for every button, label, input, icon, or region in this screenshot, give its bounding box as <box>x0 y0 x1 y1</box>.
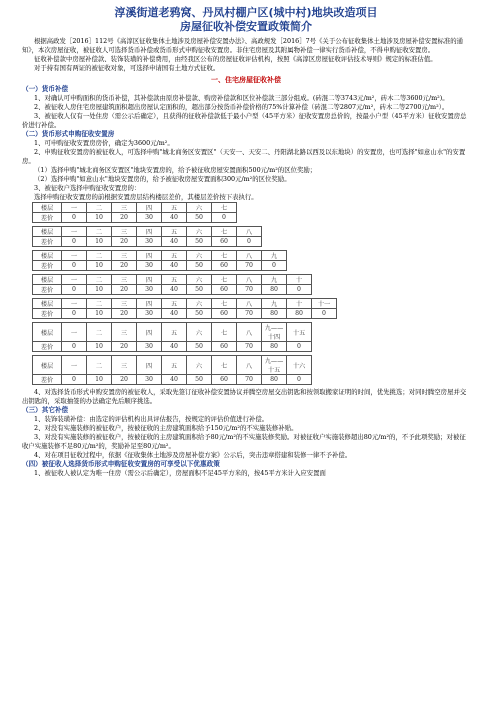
table-cell: 10 <box>87 213 112 223</box>
table-cell: 50 <box>187 375 212 385</box>
price-row <box>33 237 262 247</box>
table-cell: 九——十五 <box>262 356 287 375</box>
table-cell: 50 <box>187 261 212 271</box>
table-cell: 五 <box>162 251 187 261</box>
table-cell: 0 <box>287 342 312 352</box>
floor-price-tables <box>22 202 470 385</box>
table-cell: 九 <box>262 275 287 285</box>
table-cell: 楼层 <box>33 227 62 237</box>
table-cell: 一 <box>62 323 87 342</box>
table-cell: 七 <box>212 356 237 375</box>
subsection-heading: （一）货币补偿 <box>22 85 69 93</box>
floor-price-table <box>32 274 312 295</box>
table-cell: 60 <box>212 285 237 295</box>
floor-row <box>33 203 237 213</box>
table-cell: 二 <box>87 323 112 342</box>
table-cell: 二 <box>87 203 112 213</box>
table-cell: 差价 <box>33 342 62 352</box>
table-cell: 50 <box>187 342 212 352</box>
table-cell: 八 <box>237 275 262 285</box>
price-row <box>33 285 312 295</box>
table-cell: 80 <box>287 309 312 319</box>
table-cell: 10 <box>87 285 112 295</box>
table-cell: 40 <box>162 342 187 352</box>
table-cell: 六 <box>187 227 212 237</box>
list-item: 1、对确认可申购面积的货币补偿，其补偿款由原房补偿款、购房补偿款和区位补偿款三部分组成。(砖混二等3743元/m²，砖木二等3600元/m²)。 <box>34 94 449 102</box>
table-cell: 10 <box>87 375 112 385</box>
floor-price-table <box>32 322 312 352</box>
table-cell: 20 <box>112 213 137 223</box>
table-cell: 差价 <box>33 213 62 223</box>
price-row <box>33 342 312 352</box>
table-cell: 八 <box>237 227 262 237</box>
floor-row <box>33 356 312 375</box>
table-cell: 0 <box>62 309 87 319</box>
table-cell: 十 <box>287 299 312 309</box>
table-cell: 0 <box>62 375 87 385</box>
section-heading: 一、住宅房屋征收补偿 <box>211 76 281 84</box>
intro-paragraph: 征收补偿款中房屋补偿款、装饰装璜的补偿费用，由经我区公布的房屋征收评估机构，按照《高淳区房屋征收评估技术导则》规定的标准估值。 <box>34 55 437 63</box>
table-cell: 0 <box>62 237 87 247</box>
table-cell: 一 <box>62 275 87 285</box>
table-cell: 五 <box>162 299 187 309</box>
table-cell: 30 <box>137 285 162 295</box>
table-cell: 二 <box>87 251 112 261</box>
table-cell: 60 <box>212 342 237 352</box>
table-cell: 九 <box>262 251 287 261</box>
table-cell: 一 <box>62 251 87 261</box>
table-cell: 30 <box>137 375 162 385</box>
table-cell: 四 <box>137 227 162 237</box>
table-cell: 20 <box>112 237 137 247</box>
table-cell: 0 <box>312 309 337 319</box>
table-cell: 50 <box>187 309 212 319</box>
table-cell: 十一 <box>312 299 337 309</box>
table-cell: 40 <box>162 309 187 319</box>
table-cell: 二 <box>87 299 112 309</box>
table-cell: 20 <box>112 285 137 295</box>
table-cell: 0 <box>62 261 87 271</box>
table-cell: 50 <box>187 237 212 247</box>
table-cell: 四 <box>137 251 162 261</box>
table-cell: 七 <box>212 227 237 237</box>
table-cell: 八 <box>237 323 262 342</box>
table-cell: 九 <box>262 299 287 309</box>
table-cell: 30 <box>137 342 162 352</box>
price-row <box>33 213 237 223</box>
table-cell: 60 <box>212 375 237 385</box>
table-cell: 五 <box>162 227 187 237</box>
table-cell: 楼层 <box>33 203 62 213</box>
table-cell: 70 <box>237 285 262 295</box>
list-item: 选择申购征收安置房的前根据安置房层结构楼层差价，其楼层差价按下表执行。 <box>34 193 258 201</box>
table-cell: 三 <box>112 251 137 261</box>
table-cell: 楼层 <box>33 299 62 309</box>
table-cell: 60 <box>212 261 237 271</box>
subsection-heading: （三）其它补偿 <box>22 406 69 414</box>
floor-price-table <box>32 250 287 271</box>
price-row <box>33 375 312 385</box>
table-cell: 差价 <box>33 375 62 385</box>
table-cell: 一 <box>62 203 87 213</box>
table-cell: 四 <box>137 275 162 285</box>
list-item: 4、对在项目征收过程中，依据《征收集体土地涉及房屋补偿方案》公示后，突击违章搭建和装修一律不予补偿。 <box>34 451 352 459</box>
table-cell: 三 <box>112 275 137 285</box>
list-item: （2）选择申购"如意山水"地块安置房的，给予被征收房屋安置面积300元/m²的区位奖励。 <box>34 175 291 183</box>
table-cell: 0 <box>287 285 312 295</box>
price-row <box>33 309 337 319</box>
table-cell: 十 <box>287 275 312 285</box>
title-line-2: 房屋征收补偿安置政策简介 <box>180 20 312 33</box>
table-cell: 六 <box>187 251 212 261</box>
table-cell: 30 <box>137 213 162 223</box>
table-cell: 三 <box>112 227 137 237</box>
table-cell: 差价 <box>33 285 62 295</box>
table-cell: 80 <box>262 309 287 319</box>
table-cell: 三 <box>112 356 137 375</box>
floor-price-table <box>32 226 262 247</box>
table-cell: 30 <box>137 261 162 271</box>
list-item: （1）选择申购"城北商务区安置区"地块安置房的，给予被征收房屋安置面积500元/m²的区位奖励； <box>34 166 317 174</box>
floor-row <box>33 227 262 237</box>
table-cell: 80 <box>262 285 287 295</box>
table-cell: 四 <box>137 323 162 342</box>
table-cell: 六 <box>187 203 212 213</box>
table-cell: 70 <box>237 261 262 271</box>
table-cell: 十六 <box>287 356 312 375</box>
table-cell: 80 <box>262 342 287 352</box>
table-cell: 20 <box>112 375 137 385</box>
table-cell: 楼层 <box>33 323 62 342</box>
document-title <box>22 6 470 34</box>
table-cell: 70 <box>237 375 262 385</box>
table-cell: 40 <box>162 285 187 295</box>
table-cell: 三 <box>112 299 137 309</box>
table-cell: 0 <box>287 375 312 385</box>
table-cell: 40 <box>162 213 187 223</box>
paragraph: 4、对选择货币形式申购安置房的被征收人，采取先签订征收补偿安置协议并腾空房屋交出钥匙和按领取搬家证明的时间，优先挑选；对同时腾空房屋并交出钥匙的，采取抽签的办法确定先后顺序挑选。 <box>22 388 467 405</box>
table-cell: 七 <box>212 251 237 261</box>
floor-row <box>33 299 337 309</box>
table-cell: 七 <box>212 299 237 309</box>
table-cell: 0 <box>62 213 87 223</box>
table-cell: 七 <box>212 323 237 342</box>
table-cell: 50 <box>187 285 212 295</box>
list-item: 2、被征收人房住宅房屋建筑面积超出房屋认定面积的，超出部分按货币补偿价格的75%计算补偿（砖混二等2807元/m²，砖木二等2700元/m²）。 <box>34 103 449 111</box>
table-cell: 0 <box>262 261 287 271</box>
floor-price-table <box>32 298 337 319</box>
table-cell: 四 <box>137 203 162 213</box>
floor-row <box>33 275 312 285</box>
list-item: 1、装饰装璜补偿：由选定的评估机构出具评估报告，按规定的评估价值进行补偿。 <box>34 415 269 423</box>
list-item: 1、被征收人被认定为唯一住房（需公示后确定），房屋面积不足45平方米的，按45平方米计入应安置面 <box>34 469 326 477</box>
table-cell: 10 <box>87 342 112 352</box>
table-cell: 七 <box>212 275 237 285</box>
table-cell: 楼层 <box>33 275 62 285</box>
table-cell: 十五 <box>287 323 312 342</box>
table-cell: 30 <box>137 309 162 319</box>
table-cell: 0 <box>237 237 262 247</box>
table-cell: 六 <box>187 323 212 342</box>
table-cell: 六 <box>187 275 212 285</box>
table-cell: 五 <box>162 323 187 342</box>
title-line-1: 淳溪街道老鸦窝、丹凤村棚户区(城中村)地块改造项目 <box>114 6 378 19</box>
table-cell: 一 <box>62 356 87 375</box>
table-cell: 五 <box>162 275 187 285</box>
table-cell: 八 <box>237 251 262 261</box>
table-cell: 30 <box>137 237 162 247</box>
table-cell: 差价 <box>33 237 62 247</box>
table-cell: 六 <box>187 356 212 375</box>
table-cell: 五 <box>162 203 187 213</box>
list-item: 3、被征收户选择申购征收安置房的： <box>34 184 141 192</box>
table-cell: 60 <box>212 237 237 247</box>
list-item: 3、对没有实施装修的被征收户，按被征收的主房建筑面积给予80元/m²的不实施装修奖励。对被征收户实施装修超出80元/m²的，不予此项奖励；对被征收户实施装修不足80元/m²的，奖励补足至80元/m²。 <box>22 433 466 450</box>
table-cell: 三 <box>112 323 137 342</box>
table-cell: 八 <box>237 299 262 309</box>
table-cell: 六 <box>187 299 212 309</box>
table-cell: 70 <box>237 309 262 319</box>
table-cell: 10 <box>87 309 112 319</box>
table-cell: 二 <box>87 227 112 237</box>
table-cell: 三 <box>112 203 137 213</box>
table-cell: 四 <box>137 299 162 309</box>
table-cell: 80 <box>262 375 287 385</box>
table-cell: 20 <box>112 261 137 271</box>
list-item: 2、申购征收安置房的被征收人，可选择申购"城北商务区安置区"（天安一、天安二、丹阳湖北路以西及以东地块）的安置房，也可选择"如意山水"的安置房。 <box>22 148 466 165</box>
table-cell: 10 <box>87 237 112 247</box>
table-cell: 二 <box>87 356 112 375</box>
subsection-heading: （四）被征收人选择货币形式申购征收安置房的可享受以下优惠政策 <box>22 460 220 468</box>
price-row <box>33 261 287 271</box>
table-cell: 差价 <box>33 309 62 319</box>
table-cell: 40 <box>162 237 187 247</box>
table-cell: 60 <box>212 309 237 319</box>
table-cell: 八 <box>237 356 262 375</box>
list-item: 1、可申购征收安置房房价，确定为3600元/m²。 <box>34 139 174 147</box>
table-cell: 20 <box>112 309 137 319</box>
intro-paragraph: 对于持有国有两证的被征收对象，可选择申请国有土地方式征收。 <box>34 64 220 72</box>
table-cell: 五 <box>162 356 187 375</box>
table-cell: 0 <box>62 285 87 295</box>
floor-price-table <box>32 202 237 223</box>
floor-row <box>33 323 312 342</box>
list-item: 2、对没有实施装修的被征收户，按被征收的主房建筑面积给予150元/m²的不实施装修补贴。 <box>34 424 298 432</box>
table-cell: 70 <box>237 342 262 352</box>
table-cell: 10 <box>87 261 112 271</box>
table-cell: 50 <box>187 213 212 223</box>
table-cell: 差价 <box>33 261 62 271</box>
table-cell: 楼层 <box>33 251 62 261</box>
table-cell: 一 <box>62 227 87 237</box>
table-cell: 20 <box>112 342 137 352</box>
table-cell: 九——十四 <box>262 323 287 342</box>
subsection-heading: （二）货币形式申购征收安置房 <box>22 130 115 138</box>
table-cell: 楼层 <box>33 356 62 375</box>
table-cell: 二 <box>87 275 112 285</box>
table-cell: 一 <box>62 299 87 309</box>
floor-row <box>33 251 287 261</box>
table-cell: 七 <box>212 203 237 213</box>
table-cell: 40 <box>162 261 187 271</box>
table-cell: 四 <box>137 356 162 375</box>
table-cell: 40 <box>162 375 187 385</box>
table-cell: 0 <box>212 213 237 223</box>
floor-price-table <box>32 355 312 385</box>
intro-paragraph: 根据高政发［2016］112号《高淳区征收集体土地涉及房屋补偿安置办法》、高政规发［2016］7号《关于公布征收集体土地涉及房屋补偿安置标准的通知》，本次房屋征收，被征收人可选择货币补偿或货币形式申购征收安置房。非住宅房屋及其附属物补偿一律实行货币补偿，不得申购征收安置房。 <box>22 37 464 54</box>
table-cell: 0 <box>62 342 87 352</box>
list-item: 3、被征收人仅有一处住房（需公示后确定），且获得的征收补偿款低于最小户型（45平方米）征收安置房总价的，按最小户型（45平方米）征收安置房总价进行补偿。 <box>22 112 467 129</box>
